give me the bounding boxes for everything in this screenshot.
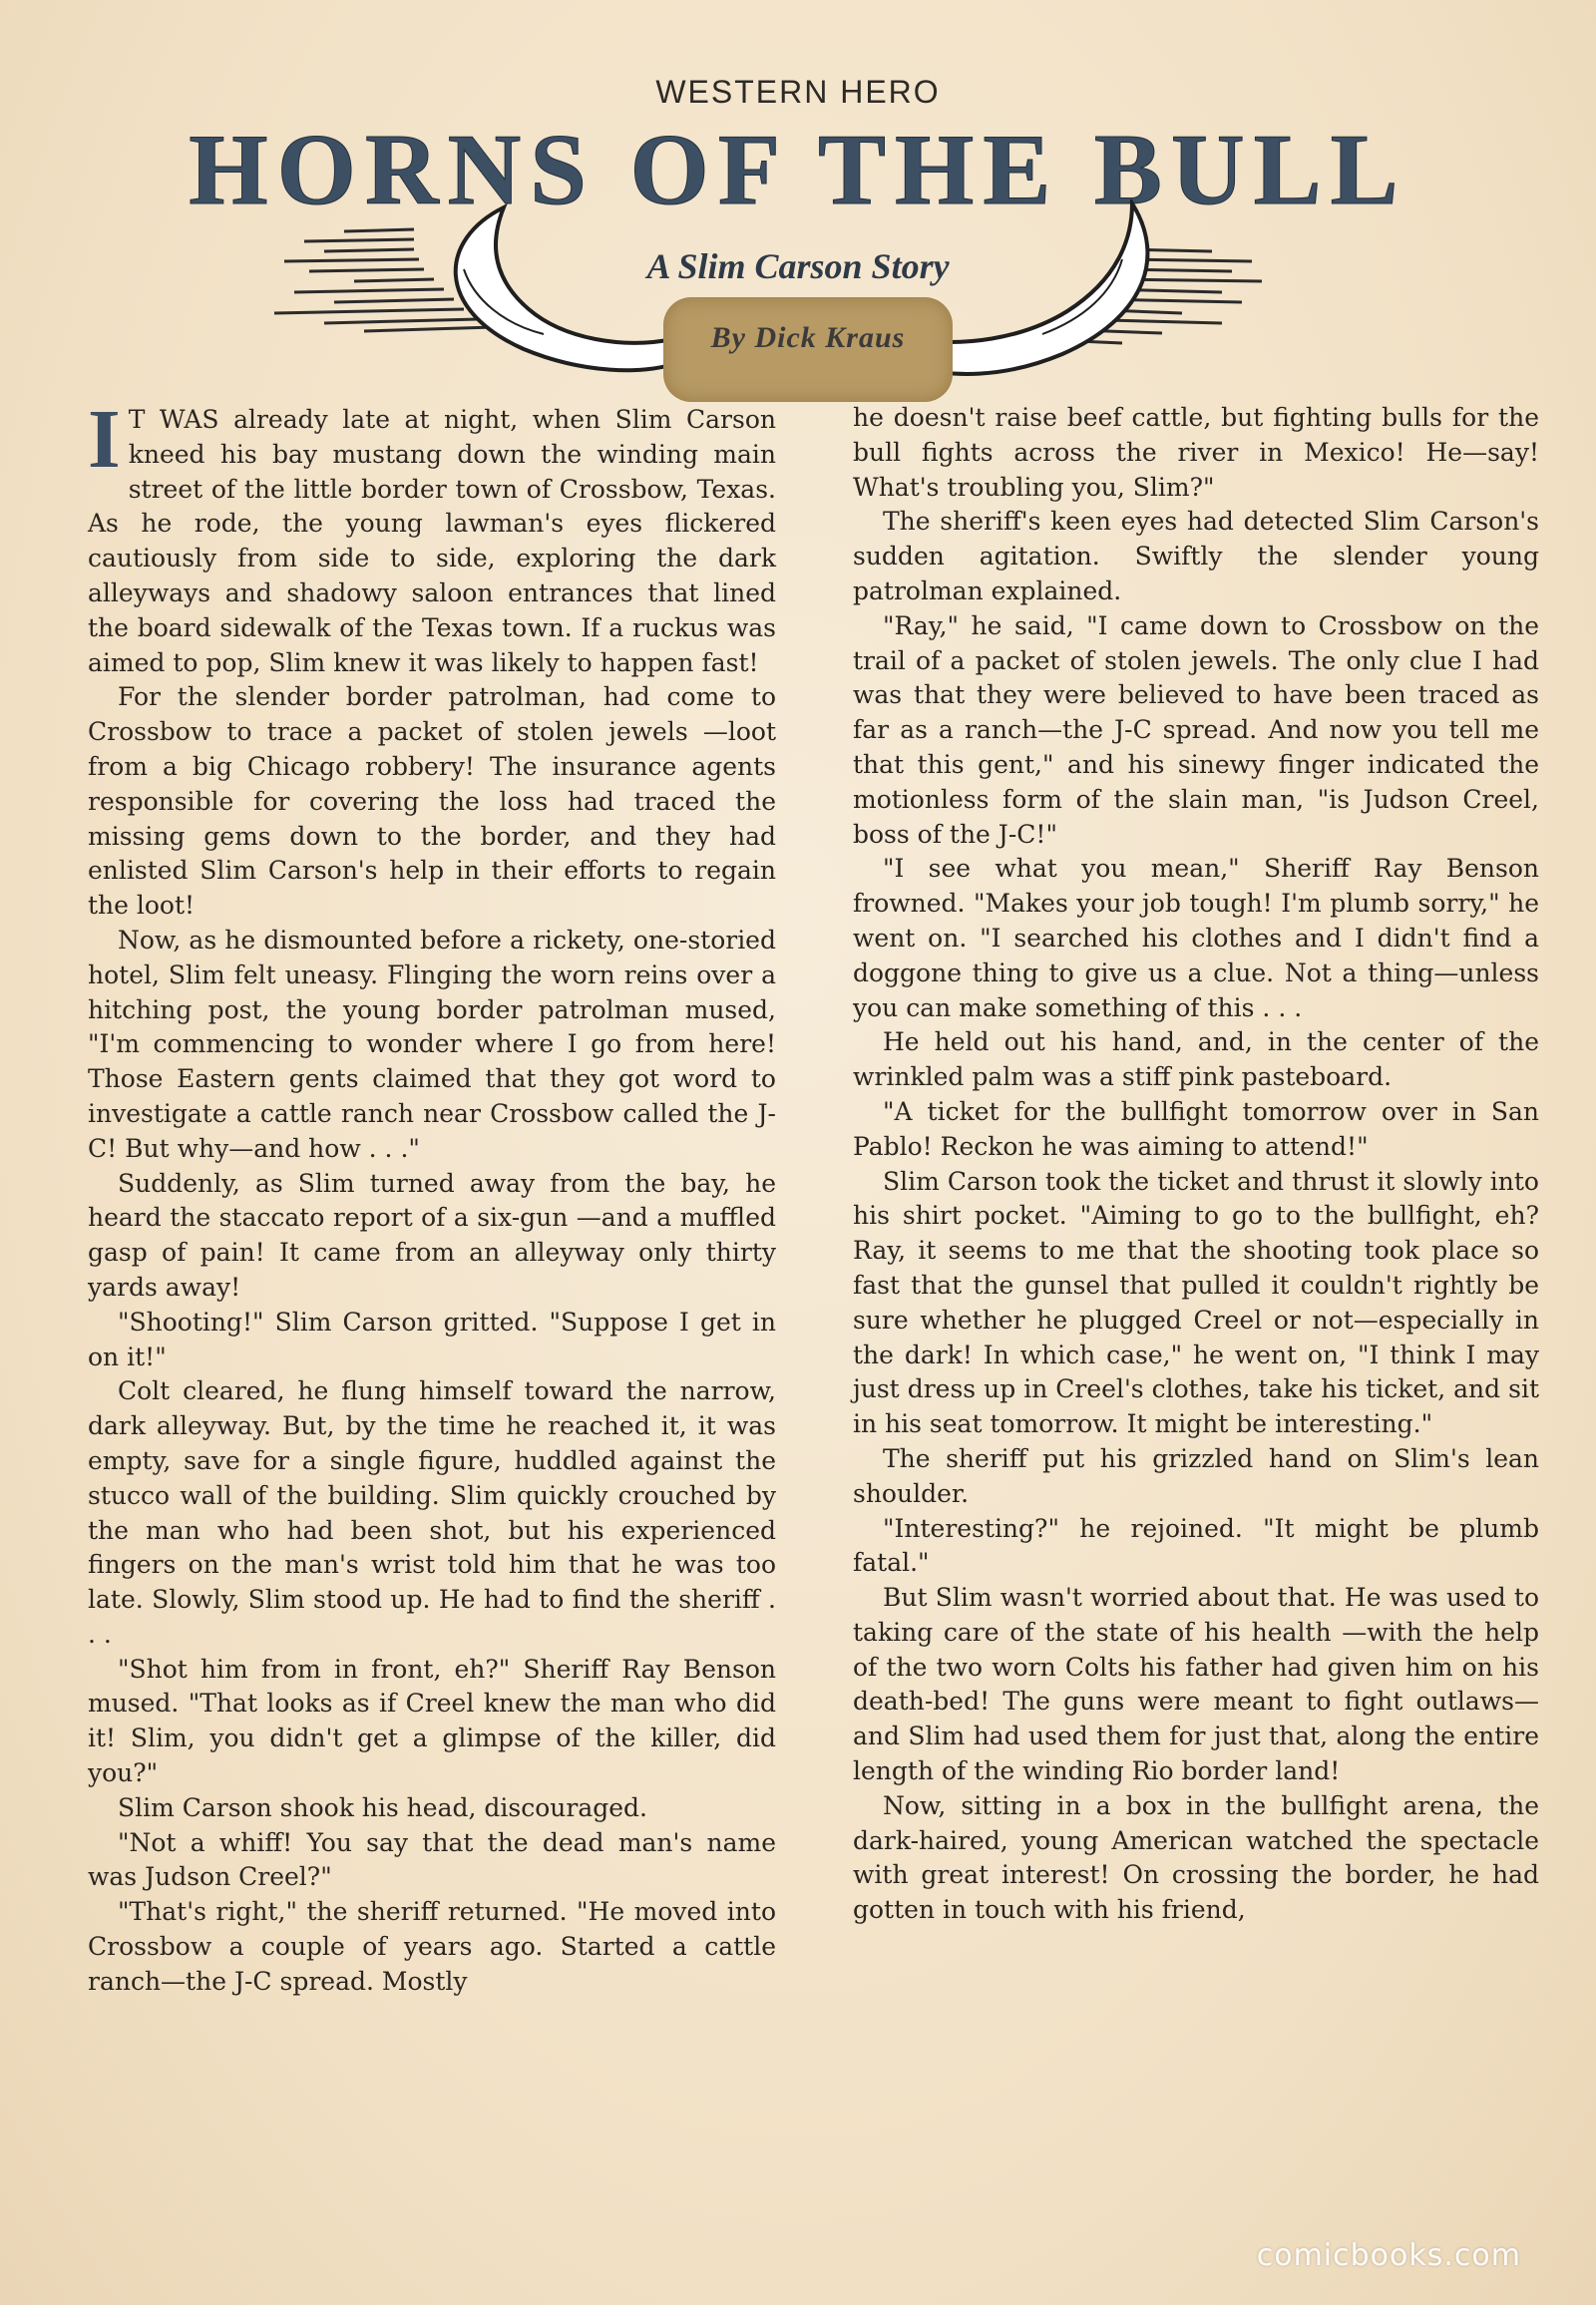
magazine-header: WESTERN HERO	[655, 74, 941, 110]
paragraph: "That's right," the sheriff returned. "He moved into Crossbow a couple of years ago. Started a cattle ranch—the J-C spread. Mostly	[88, 1897, 776, 1996]
left-column	[88, 393, 776, 2000]
paragraph: "Ray," he said, "I came down to Crossbow on the trail of a packet of stolen jewels. The only clue I had was that they were believed to have been traced as far as a ranch—the J-C spread. And now you tell me that this gent," and his sinewy finger indicated the motionless form of the slain man, "is Judson Creel, boss of the J-C!"	[853, 610, 1539, 849]
paragraph: Slim Carson shook his head, discouraged.	[118, 1792, 647, 1822]
paragraph: The sheriff put his grizzled hand on Slim's lean shoulder.	[853, 1443, 1539, 1508]
paragraph: He held out his hand, and, in the center of the wrinkled palm was a stiff pink pasteboard.	[853, 1027, 1539, 1092]
paragraph	[88, 393, 776, 680]
paragraph: Slim Carson took the ticket and thrust it slowly into his shirt pocket. "Aiming to go to the bullfight, eh? Ray, it seems to me that the shooting took place so fast that the gunsel that pulled it couldn't rightly be sure whether he plugged Creel or not—especially in the dark! In which case," he went on, "I think I may just dress up in Creel's clothes, take his ticket, and sit in his seat tomorrow. It might be interesting."	[853, 1166, 1539, 1439]
right-column	[853, 401, 1539, 1928]
paragraph: The sheriff's keen eyes had detected Slim Carson's sudden agitation. Swiftly the slender young patrolman explained.	[853, 507, 1539, 605]
paragraph: Now, sitting in a box in the bullfight arena, the dark-haired, young American watched the spectacle with great interest! On crossing the border, he had gotten in touch with his friend,	[853, 1790, 1539, 1925]
paragraph: "I see what you mean," Sheriff Ray Benson frowned. "Makes your job tough! I'm plumb sorry," he went on. "I searched his clothes and I didn't find a doggone thing to give us a clue. Not a thing—unless you can make something of this . . .	[853, 854, 1539, 1022]
story-title: HORNS OF THE BULL	[189, 114, 1407, 226]
paragraph: "Shot him from in front, eh?" Sheriff Ray Benson mused. "That looks as if Creel knew the man who did it! Slim, you didn't get a glimpse of the killer, did you?"	[88, 1654, 776, 1788]
paragraph: "Not a whiff! You say that the dead man's name was Judson Creel?"	[88, 1827, 776, 1892]
paragraph: "A ticket for the bullfight tomorrow over in San Pablo! Reckon he was aiming to attend!"	[853, 1096, 1539, 1161]
site-watermark: comicbooks.com	[1256, 2238, 1521, 2273]
paragraph: For the slender border patrolman, had come to Crossbow to trace a packet of stolen jewels —loot from a big Chicago robbery! The insurance agents responsible for covering the loss had traced the missing gems down to the border, and they had enlisted Slim Carson's help in their efforts to regain the loot!	[88, 682, 776, 921]
paragraph: Colt cleared, he flung himself toward the narrow, dark alleyway. But, by the time he reached it, it was empty, save for a single figure, huddled against the stucco wall of the building. Slim quickly crouched by the man who had been shot, but his experienced fingers on the man's wrist told him that he was too late. Slowly, Slim stood up. He had to find the sheriff . . .	[88, 1376, 776, 1649]
paragraph: "Shooting!" Slim Carson gritted. "Suppose I get in on it!"	[88, 1307, 776, 1371]
paragraph: he doesn't raise beef cattle, but fighting bulls for the bull fights across the river in Mexico! He—say! What's troubling you, Slim?"	[853, 403, 1539, 502]
paragraph: Now, as he dismounted before a rickety, one-storied hotel, Slim felt uneasy. Flinging the worn reins over a hitching post, the young border patrolman mused, "I'm commencing to wonder where I go from here! Those Eastern gents claimed that they got word to investigate a cattle ranch near Crossbow called the J-C! But why—and how . . ."	[88, 925, 776, 1163]
drop-cap: I	[88, 393, 121, 486]
paragraph: Suddenly, as Slim turned away from the bay, he heard the staccato report of a six-gun —and a muffled gasp of pain! It came from an alleyway only thirty yards away!	[88, 1168, 776, 1302]
paragraph: But Slim wasn't worried about that. He was used to taking care of the state of his health —with the help of the two worn Colts his father had given him on his death-bed! The guns were meant to fight outlaws—and Slim had used them for just that, along the entire length of the winding Rio border land!	[853, 1583, 1539, 1786]
left-horn	[456, 207, 673, 370]
paragraph: "Interesting?" he rejoined. "It might be plumb fatal."	[853, 1513, 1539, 1578]
author-byline: By Dick Kraus	[710, 321, 906, 354]
paragraph-text: T WAS already late at night, when Slim Carson kneed his bay mustang down the winding main street of the little border town of Crossbow, Texas. As he rode, the young lawman's eyes flickered cautiously from side to side, exploring the dark alleyways and shadowy saloon entrances that lined the board sidewalk of the Texas town. If a ruckus was aimed to pop, Slim knew it was likely to happen fast!	[88, 405, 776, 677]
story-subtitle: A Slim Carson Story	[646, 246, 950, 286]
